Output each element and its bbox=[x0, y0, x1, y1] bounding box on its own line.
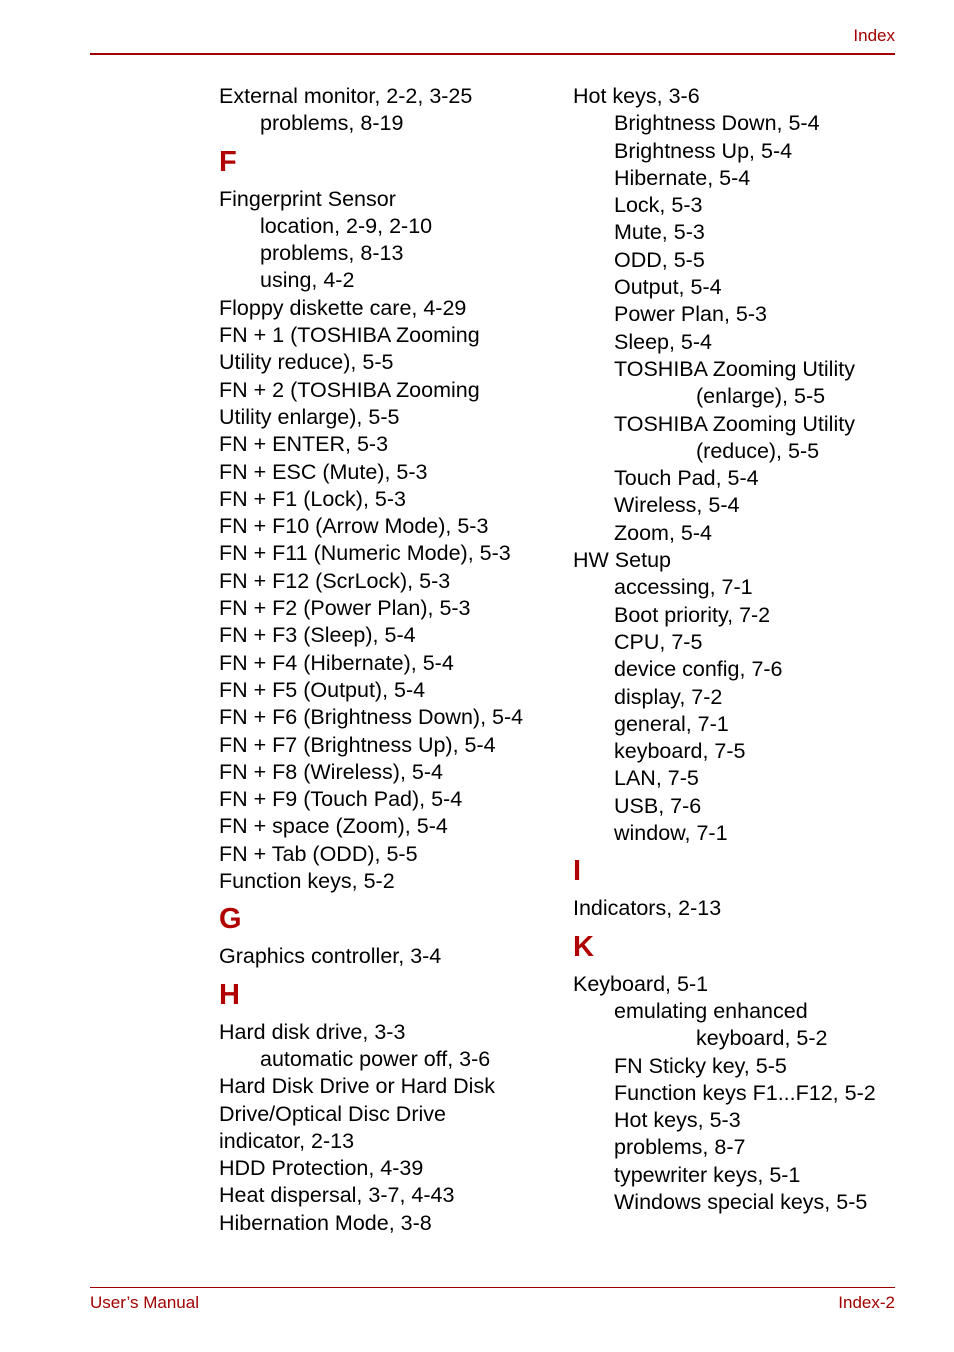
index-subentry: Boot priority, 7-2 bbox=[614, 602, 771, 627]
index-subentry: using, 4-2 bbox=[260, 268, 355, 293]
index-entry: HDD Protection, 4-39 bbox=[219, 1156, 424, 1181]
index-subentry: Mute, 5-3 bbox=[614, 220, 705, 245]
index-subentry: general, 7-1 bbox=[614, 711, 729, 736]
index-entry: Utility enlarge), 5-5 bbox=[219, 404, 400, 429]
index-entry: FN + F12 (ScrLock), 5-3 bbox=[219, 568, 451, 593]
index-subentry: Brightness Down, 5-4 bbox=[614, 111, 820, 136]
index-entry: FN + F8 (Wireless), 5-4 bbox=[219, 759, 443, 784]
index-entry: Graphics controller, 3-4 bbox=[219, 944, 442, 969]
index-subentry: location, 2-9, 2-10 bbox=[260, 213, 433, 238]
index-entry: Keyboard, 5-1 bbox=[573, 971, 709, 996]
index-entry: Floppy diskette care, 4-29 bbox=[219, 295, 467, 320]
index-entry: FN + F11 (Numeric Mode), 5-3 bbox=[219, 541, 511, 566]
footer-rule bbox=[90, 1287, 895, 1288]
index-subentry: keyboard, 5-2 bbox=[696, 1026, 828, 1051]
index-entry: Function keys, 5-2 bbox=[219, 869, 395, 894]
index-entry: FN + 1 (TOSHIBA Zooming bbox=[219, 323, 480, 348]
index-entry: FN + F3 (Sleep), 5-4 bbox=[219, 623, 416, 648]
index-subentry: USB, 7-6 bbox=[614, 793, 702, 818]
index-subentry: ODD, 5-5 bbox=[614, 247, 705, 272]
index-entry: Hard disk drive, 3-3 bbox=[219, 1019, 406, 1044]
index-entry: FN + 2 (TOSHIBA Zooming bbox=[219, 377, 480, 402]
index-entry: Hard Disk Drive or Hard Disk bbox=[219, 1074, 495, 1099]
index-subentry: Output, 5-4 bbox=[614, 275, 722, 300]
index-entry: FN + F7 (Brightness Up), 5-4 bbox=[219, 732, 496, 757]
index-subentry: problems, 8-13 bbox=[260, 241, 404, 266]
index-subentry: Touch Pad, 5-4 bbox=[614, 466, 759, 491]
index-entry: External monitor, 2-2, 3-25 bbox=[219, 84, 473, 108]
page-header-title: Index bbox=[853, 26, 895, 45]
index-subentry: Wireless, 5-4 bbox=[614, 493, 740, 518]
index-entry: FN + ENTER, 5-3 bbox=[219, 432, 389, 457]
header-rule bbox=[90, 53, 895, 55]
index-subentry: display, 7-2 bbox=[614, 684, 723, 709]
index-subentry: Hibernate, 5-4 bbox=[614, 165, 751, 190]
index-entry: Hot keys, 3-6 bbox=[573, 84, 700, 108]
index-entry: FN + F6 (Brightness Down), 5-4 bbox=[219, 705, 524, 730]
index-subentry: Lock, 5-3 bbox=[614, 193, 703, 218]
index-entry: Utility reduce), 5-5 bbox=[219, 350, 394, 375]
index-column-left bbox=[219, 83, 559, 1237]
index-subentry: TOSHIBA Zooming Utility bbox=[614, 356, 855, 381]
index-subentry: (reduce), 5-5 bbox=[696, 438, 820, 463]
index-entry: FN + ESC (Mute), 5-3 bbox=[219, 459, 428, 484]
index-subentry: LAN, 7-5 bbox=[614, 766, 699, 791]
index-subentry: Windows special keys, 5-5 bbox=[614, 1189, 868, 1214]
index-entry: Drive/Optical Disc Drive bbox=[219, 1101, 446, 1126]
index-entry: FN + F10 (Arrow Mode), 5-3 bbox=[219, 514, 489, 539]
index-entry: FN + F2 (Power Plan), 5-3 bbox=[219, 596, 471, 621]
index-entry: indicator, 2-13 bbox=[219, 1128, 355, 1153]
index-subentry: problems, 8-19 bbox=[260, 111, 404, 136]
index-entry: Hibernation Mode, 3-8 bbox=[219, 1210, 432, 1235]
index-subentry: device config, 7-6 bbox=[614, 657, 783, 682]
index-section-letter: H bbox=[219, 978, 240, 1011]
index-subentry: Sleep, 5-4 bbox=[614, 329, 713, 354]
index-subentry: Hot keys, 5-3 bbox=[614, 1108, 741, 1133]
index-subentry: Brightness Up, 5-4 bbox=[614, 138, 793, 163]
index-entry: Fingerprint Sensor bbox=[219, 186, 396, 211]
index-entry: FN + F5 (Output), 5-4 bbox=[219, 677, 426, 702]
index-column-right bbox=[573, 83, 913, 1216]
index-subentry: emulating enhanced bbox=[614, 998, 808, 1023]
index-subentry: typewriter keys, 5-1 bbox=[614, 1162, 801, 1187]
index-section-letter: K bbox=[573, 930, 594, 963]
index-entry: FN + F4 (Hibernate), 5-4 bbox=[219, 650, 454, 675]
index-entry: Indicators, 2-13 bbox=[573, 896, 722, 921]
index-subentry: automatic power off, 3-6 bbox=[260, 1046, 491, 1071]
index-subentry: TOSHIBA Zooming Utility bbox=[614, 411, 855, 436]
index-subentry: window, 7-1 bbox=[614, 821, 728, 846]
footer-page-number: Index-2 bbox=[838, 1293, 895, 1312]
index-subentry: Zoom, 5-4 bbox=[614, 520, 712, 545]
index-subentry: (enlarge), 5-5 bbox=[696, 384, 826, 409]
index-subentry: Function keys F1...F12, 5-2 bbox=[614, 1080, 876, 1105]
index-subentry: FN Sticky key, 5-5 bbox=[614, 1053, 787, 1078]
index-subentry: keyboard, 7-5 bbox=[614, 739, 746, 764]
footer-manual-title: User’s Manual bbox=[90, 1293, 199, 1312]
index-section-letter: F bbox=[219, 145, 237, 178]
index-subentry: problems, 8-7 bbox=[614, 1135, 746, 1160]
index-subentry: Power Plan, 5-3 bbox=[614, 302, 767, 327]
index-entry: FN + space (Zoom), 5-4 bbox=[219, 814, 448, 839]
index-entry: Heat dispersal, 3-7, 4-43 bbox=[219, 1183, 455, 1208]
index-entry: HW Setup bbox=[573, 548, 671, 573]
index-entry: FN + F9 (Touch Pad), 5-4 bbox=[219, 787, 463, 812]
index-section-letter: I bbox=[573, 855, 582, 888]
index-section-letter: G bbox=[219, 903, 242, 936]
index-entry: FN + F1 (Lock), 5-3 bbox=[219, 486, 406, 511]
index-subentry: accessing, 7-1 bbox=[614, 575, 753, 600]
index-entry: FN + Tab (ODD), 5-5 bbox=[219, 841, 418, 866]
index-subentry: CPU, 7-5 bbox=[614, 629, 703, 654]
